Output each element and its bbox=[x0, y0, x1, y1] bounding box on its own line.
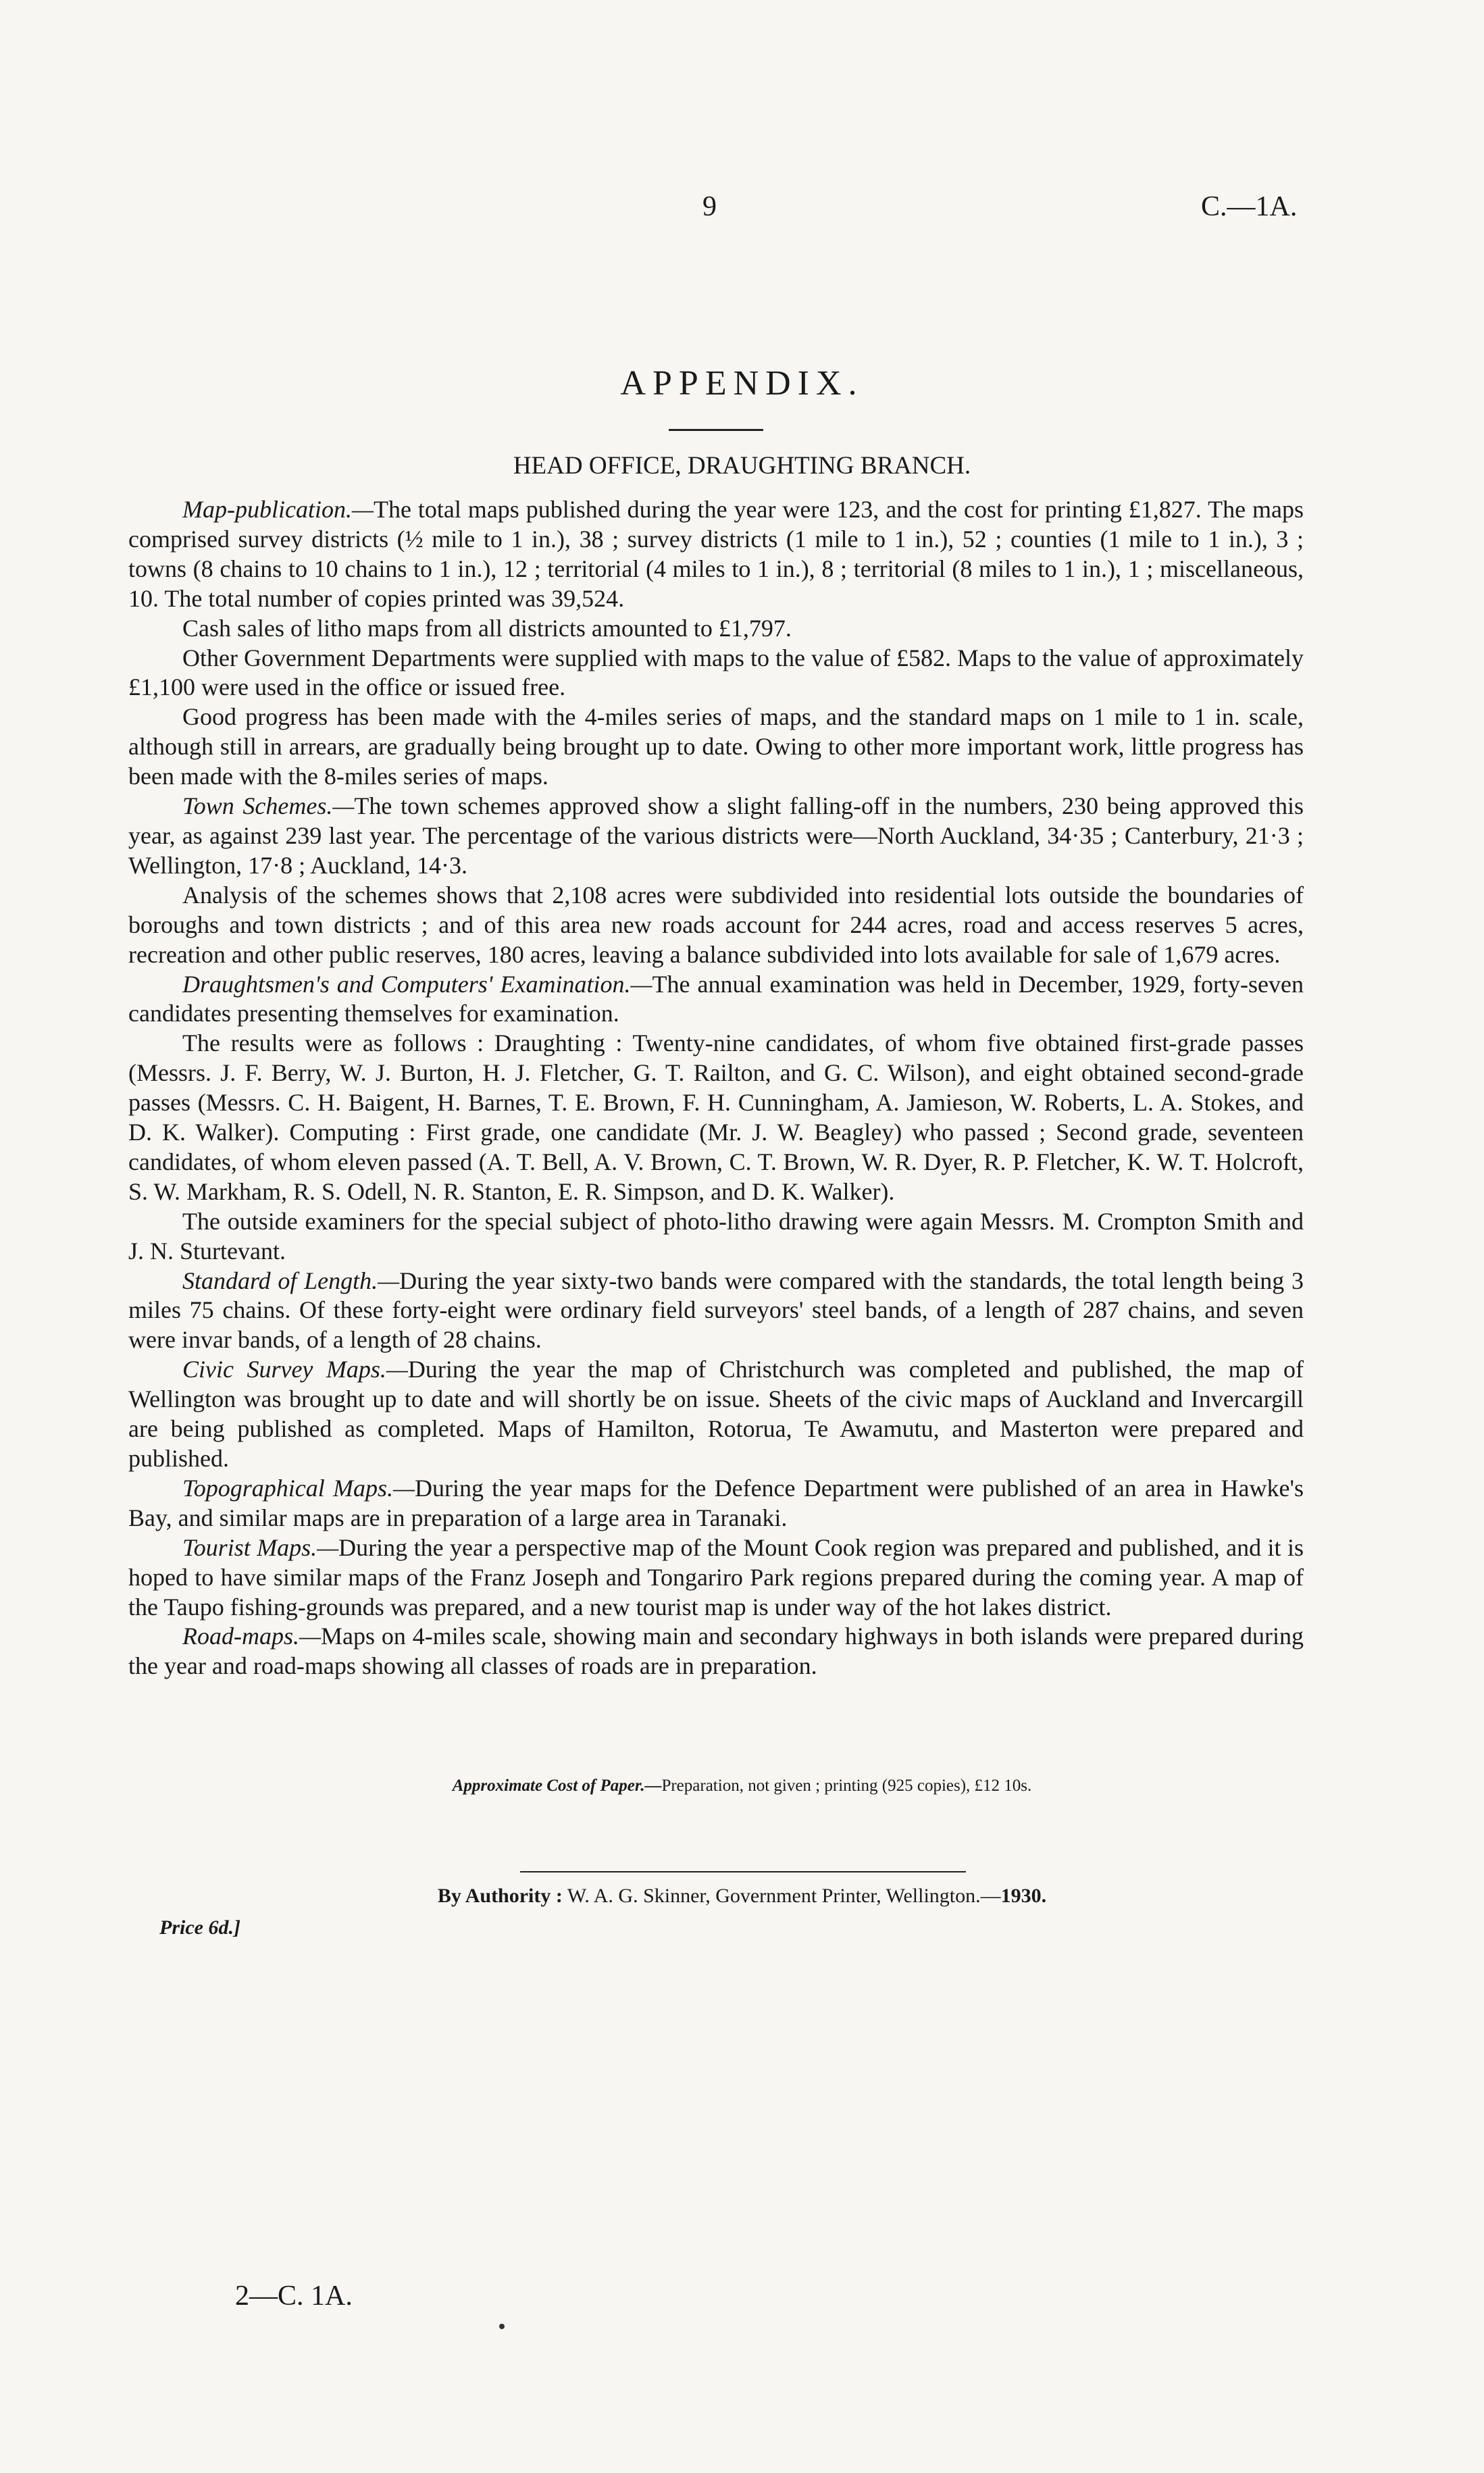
paragraph-map-publication: Map-publication.—The total maps published during the year were 123, and the cost for printing £1,827. The maps comprised survey districts (½ mile to 1 in.), 38 ; survey districts (1 mile to 1 in.), 52 ; counties (1 mile to 1 in.), 3 ; towns (8 chains to 10 chains to 1 in.), 12 ; territorial (4 miles to 1 in.), 8 ; territorial (8 miles to 1 in.), 1 ; miscellaneous, 10. The total number of copies printed was 39,524. bbox=[128, 496, 1304, 612]
paragraph-road-maps: Road-maps.—Maps on 4-miles scale, showing main and secondary highways in both islands were prepared during the year and road-maps showing all classes of roads are in preparation. bbox=[128, 1623, 1304, 1680]
paragraph-standard-of-length: Standard of Length.—During the year sixty-two bands were compared with the standards, the total length being 3 miles 75 chains. Of these forty-eight were ordinary field surveyors' steel bands, of a length of 287 chains, and seven were invar bands, of a length of 28 chains. bbox=[128, 1267, 1304, 1354]
page-number: 9 bbox=[702, 191, 717, 222]
paragraph-progress: Good progress has been made with the 4-miles series of maps, and the standard maps on 1 mile to 1 in. scale, although still in arrears, are gradually being brought up to date. Owing to other more important work, little progress has been made with the 8-miles series of maps. bbox=[128, 703, 1304, 790]
paragraph-examiners: The outside examiners for the special subject of photo-litho drawing were again Messrs. M. Crompton Smith and J. N. Sturtevant. bbox=[128, 1207, 1304, 1265]
ink-dot bbox=[499, 2324, 505, 2329]
authority-divider bbox=[520, 1871, 966, 1872]
price-label: Price 6d.] bbox=[159, 1916, 240, 1939]
paragraph-topographical-maps: Topographical Maps.—During the year maps for the Defence Department were published of an area in Hawke's Bay, and similar maps are in preparation of a large area in Taranaki. bbox=[128, 1474, 1304, 1531]
cost-of-paper-note: Approximate Cost of Paper.—Preparation, not given ; printing (925 copies), £12 10s. bbox=[452, 1777, 1032, 1795]
paragraph-town-schemes: Town Schemes.—The town schemes approved show a slight falling-off in the numbers, 230 being approved this year, as against 239 last year. The percentage of the various districts were—North Auckland, 34·35 ; Canterbury, 21·3 ; Wellington, 17·8 ; Auckland, 14·3. bbox=[128, 792, 1304, 879]
page-title: APPENDIX. bbox=[620, 364, 864, 403]
body-text bbox=[128, 495, 1304, 1681]
paragraph-cash-sales: Cash sales of litho maps from all districts amounted to £1,797. bbox=[182, 614, 792, 642]
paragraph-examination: Draughtsmen's and Computers' Examination.—The annual examination was held in December, 1929, forty-seven candidates presenting themselves for examination. bbox=[128, 970, 1304, 1027]
paragraph-analysis: Analysis of the schemes shows that 2,108 acres were subdivided into residential lots outside the boundaries of boroughs and town districts ; and of this area new roads account for 244 acres, road and access reserves 5 acres, recreation and other public reserves, 180 acres, leaving a balance subdivided into lots available for sale of 1,679 acres. bbox=[128, 881, 1304, 968]
sheet-reference: 2—C. 1A. bbox=[235, 2280, 353, 2312]
title-divider bbox=[669, 429, 763, 431]
paragraph-tourist-maps: Tourist Maps.—During the year a perspective map of the Mount Cook region was prepared and published, and it is hoped to have similar maps of the Franz Joseph and Tongariro Park regions prepared during the coming year. A map of the Taupo fishing-grounds was prepared, and a new tourist map is under way of the hot lakes district. bbox=[128, 1533, 1304, 1621]
printer-imprint: By Authority : W. A. G. Skinner, Government Printer, Wellington.—1930. bbox=[437, 1885, 1047, 1907]
section-heading: HEAD OFFICE, DRAUGHTING BRANCH. bbox=[513, 452, 971, 480]
paragraph-civic-survey-maps: Civic Survey Maps.—During the year the map of Christchurch was completed and published, the map of Wellington was brought up to date and will shortly be on issue. Sheets of the civic maps of Auckland and Invercargill are being published as completed. Maps of Hamilton, Rotorua, Te Awamutu, and Masterton were prepared and published. bbox=[128, 1356, 1304, 1472]
paragraph-government-departments: Other Government Departments were supplied with maps to the value of £582. Maps to the value of approximately £1,100 were used in the office or issued free. bbox=[128, 644, 1304, 701]
paragraph-results: The results were as follows : Draughting : Twenty-nine candidates, of whom five obtained first-grade passes (Messrs. J. F. Berry, W. J. Burton, H. J. Fletcher, G. T. Railton, and G. C. Wilson), and eight obtained second-grade passes (Messrs. C. H. Baigent, H. Barnes, T. E. Brown, F. H. Cunningham, A. Jamieson, W. Roberts, L. A. Stokes, and D. K. Walker). Computing : First grade, one candidate (Mr. J. W. Beagley) who passed ; Second grade, seventeen candidates, of whom eleven passed (A. T. Bell, A. V. Brown, C. T. Brown, W. R. Dyer, R. P. Fletcher, K. W. T. Holcroft, S. W. Markham, R. S. Odell, N. R. Stanton, E. R. Simpson, and D. K. Walker). bbox=[128, 1029, 1304, 1205]
document-reference: C.—1A. bbox=[1201, 191, 1298, 222]
